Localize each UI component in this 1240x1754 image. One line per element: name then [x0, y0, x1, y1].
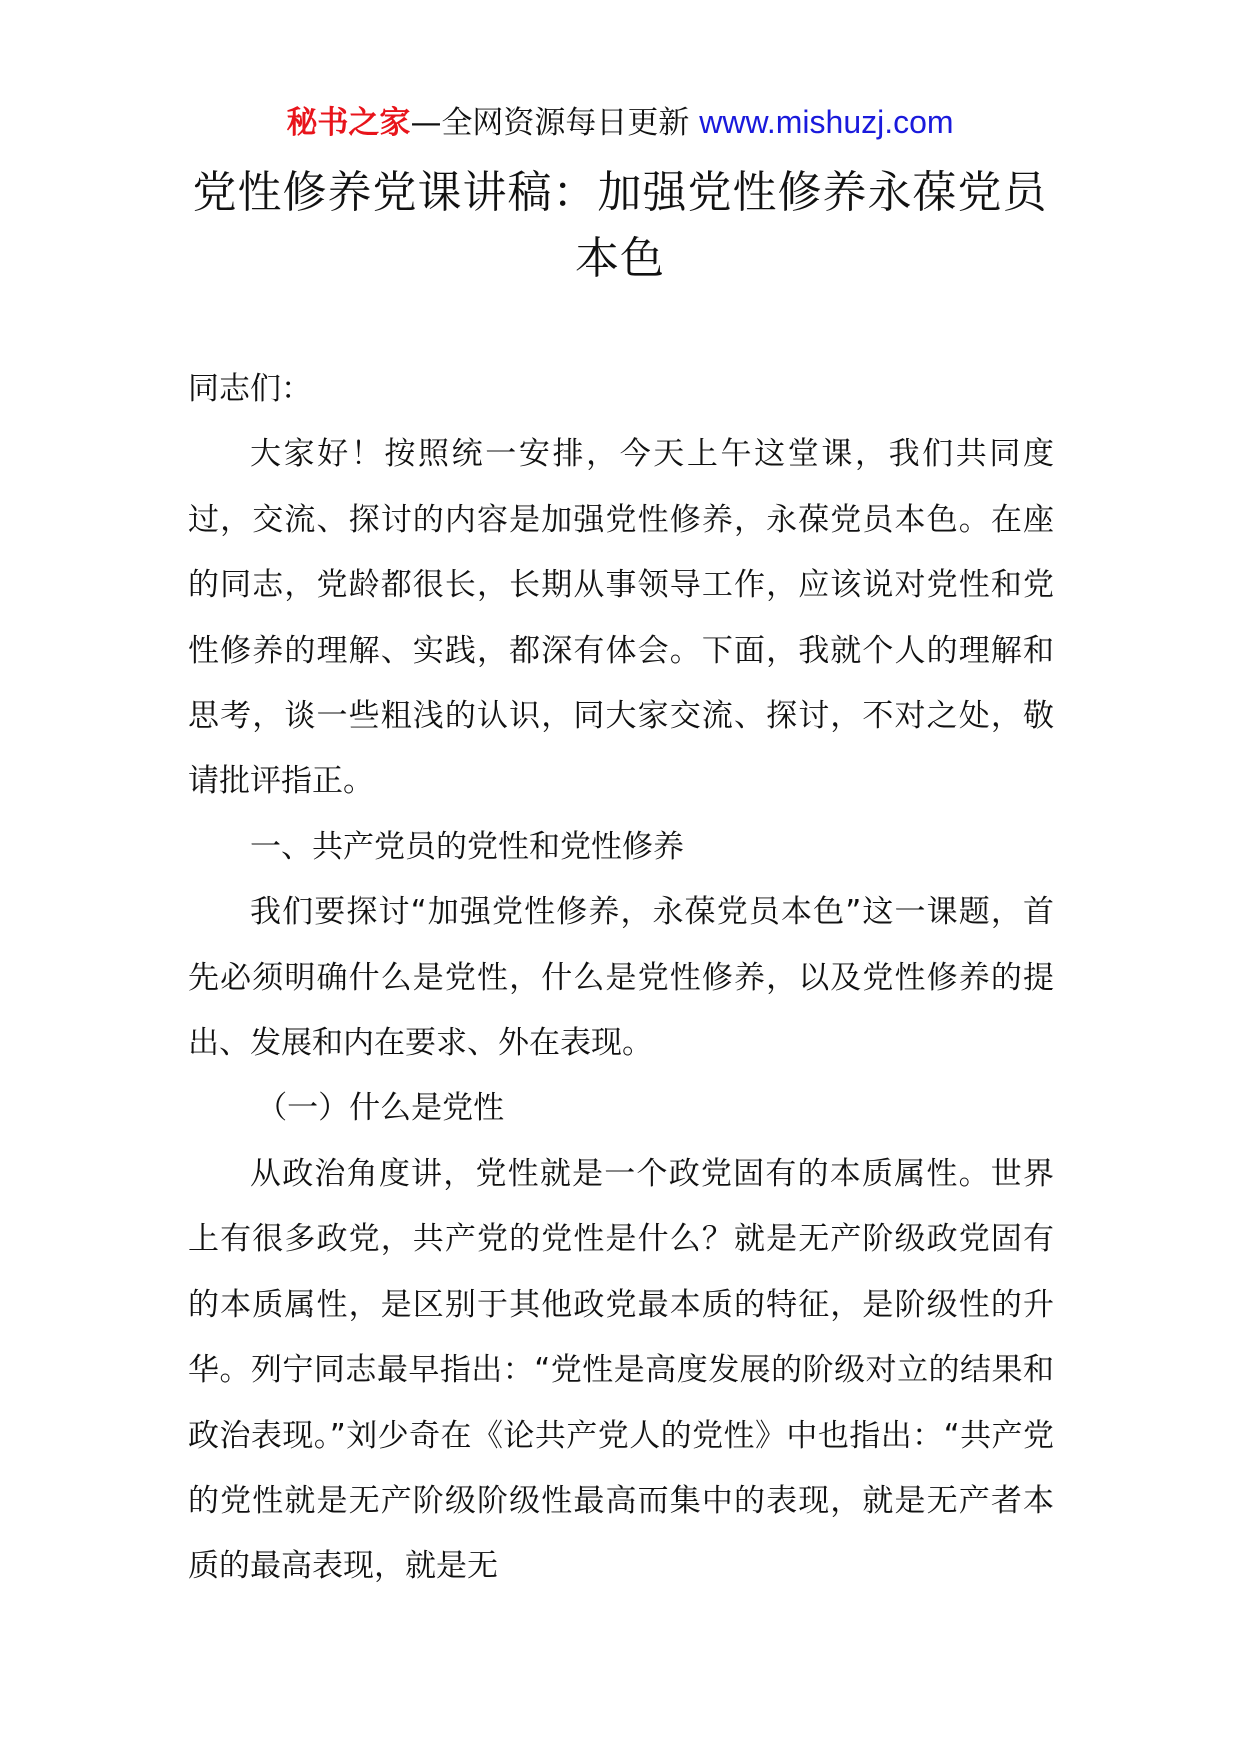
salutation: 同志们：	[188, 371, 312, 407]
header-tagline: —全网资源每日更新	[410, 105, 690, 141]
document-body	[188, 357, 1054, 1600]
paragraph-party-nature: 从政治角度讲，党性就是一个政党固有的本质属性。世界上有很多政党，共产党的党性是什么？就是无产阶级政党固有的本质属性，是区别于其他政党最本质的特征，是阶级性的升华。列宁同志最早指出：“党性是高度发展的阶级对立的结果和政治表现。”刘少奇在《论共产党人的党性》中也指出：“共产党的党性就是无产阶级阶级性最高而集中的表现，就是无产者本质的最高表现，就是无	[188, 1155, 1054, 1585]
paragraph-intro: 大家好！按照统一安排，今天上午这堂课，我们共同度过，交流、探讨的内容是加强党性修养，永葆党员本色。在座的同志，党龄都很长，长期从事领导工作，应该说对党性和党性修养的理解、实践，都深有体会。下面，我就个人的理解和思考，谈一些粗浅的认识，同大家交流、探讨，不对之处，敬请批评指正。	[188, 436, 1054, 800]
site-url-link[interactable]: www.mishuzj.com	[699, 104, 954, 140]
section-heading-1: 一、共产党员的党性和党性修养	[250, 828, 684, 865]
document-title: 党性修养党课讲稿：加强党性修养永葆党员本色	[192, 167, 1048, 284]
site-header	[0, 100, 1240, 145]
subsection-heading-1: （一）什么是党性	[256, 1090, 505, 1127]
paragraph-section-intro: 我们要探讨“加强党性修养，永葆党员本色”这一课题，首先必须明确什么是党性，什么是党性修养，以及党性修养的提出、发展和内在要求、外在表现。	[188, 894, 1054, 1062]
brand-name: 秘书之家	[286, 105, 411, 141]
